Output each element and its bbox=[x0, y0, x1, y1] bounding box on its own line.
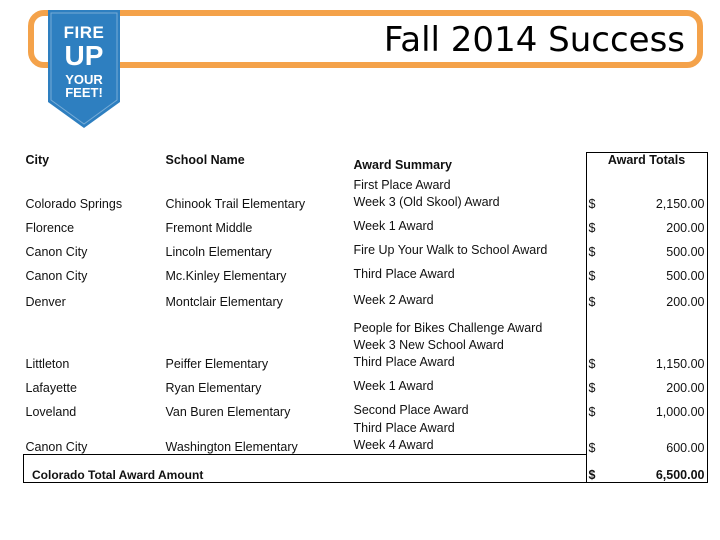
row-city: Canon City bbox=[25, 440, 88, 454]
row-city: Lafayette bbox=[25, 380, 77, 395]
row-city: Denver bbox=[25, 294, 66, 309]
row-city: Colorado Springs bbox=[25, 196, 123, 211]
logo-line-feet: FEET! bbox=[65, 85, 103, 100]
row-city: Littleton bbox=[25, 356, 70, 371]
table-row bbox=[24, 371, 708, 395]
row-currency: $ bbox=[586, 283, 603, 309]
row-amount: 1,150.00 bbox=[603, 309, 708, 371]
header-totals: Award Totals bbox=[586, 153, 707, 175]
row-summary bbox=[352, 211, 587, 235]
row-amount: 200.00 bbox=[603, 211, 708, 235]
row-summary bbox=[352, 395, 587, 419]
table-row bbox=[24, 419, 708, 455]
row-amount: 200.00 bbox=[603, 283, 708, 309]
row-currency: $ bbox=[586, 395, 603, 419]
row-school: Washington Elementary bbox=[165, 440, 298, 454]
row-amount: 600.00 bbox=[603, 419, 708, 455]
row-currency: $ bbox=[586, 175, 603, 211]
row-summary bbox=[352, 259, 587, 283]
summary-line: Second Place Award bbox=[353, 402, 469, 417]
page-title: Fall 2014 Success bbox=[383, 20, 685, 60]
row-amount: 500.00 bbox=[603, 235, 708, 259]
row-summary bbox=[352, 309, 587, 371]
table-row bbox=[24, 235, 708, 259]
row-school: Mc.Kinley Elementary bbox=[165, 268, 287, 283]
header-city: City bbox=[25, 152, 50, 167]
row-amount: 200.00 bbox=[603, 371, 708, 395]
table-row bbox=[24, 283, 708, 309]
row-amount: 500.00 bbox=[603, 259, 708, 283]
row-city: Canon City bbox=[25, 244, 88, 259]
summary-line: People for Bikes Challenge Award bbox=[353, 320, 543, 335]
row-currency: $ bbox=[586, 309, 603, 371]
logo-line-your: YOUR bbox=[65, 72, 103, 87]
row-school: Peiffer Elementary bbox=[165, 356, 269, 371]
row-summary bbox=[352, 283, 587, 309]
row-school: Chinook Trail Elementary bbox=[165, 196, 306, 211]
summary-line: Week 2 Award bbox=[353, 292, 434, 307]
row-school: Fremont Middle bbox=[165, 220, 253, 235]
row-currency: $ bbox=[586, 371, 603, 395]
summary-line: Week 4 Award bbox=[353, 438, 434, 453]
row-summary bbox=[352, 175, 587, 211]
table-header-row bbox=[24, 153, 708, 175]
summary-line: Third Place Award bbox=[353, 354, 455, 369]
table-row bbox=[24, 309, 708, 371]
total-amount: 6,500.00 bbox=[603, 455, 708, 483]
row-city: Florence bbox=[25, 220, 75, 235]
summary-line: Week 3 (Old Skool) Award bbox=[353, 194, 500, 209]
awards-table bbox=[23, 152, 708, 483]
logo-line-fire: FIRE bbox=[63, 23, 105, 42]
row-amount: 2,150.00 bbox=[603, 175, 708, 211]
row-currency: $ bbox=[586, 419, 603, 455]
summary-line: Third Place Award bbox=[353, 421, 455, 436]
header-school: School Name bbox=[165, 152, 245, 167]
summary-line: Week 3 New School Award bbox=[353, 337, 504, 352]
row-summary bbox=[352, 419, 587, 455]
title-frame bbox=[28, 10, 703, 71]
row-amount: 1,000.00 bbox=[603, 395, 708, 419]
table-row bbox=[24, 175, 708, 211]
row-currency: $ bbox=[586, 235, 603, 259]
logo-line-up: UP bbox=[64, 40, 104, 71]
row-school: Van Buren Elementary bbox=[165, 404, 291, 419]
fire-up-your-feet-logo bbox=[48, 10, 120, 128]
summary-line: First Place Award bbox=[353, 177, 451, 192]
row-city: Loveland bbox=[25, 404, 77, 419]
table-row bbox=[24, 395, 708, 419]
row-summary bbox=[352, 371, 587, 395]
row-school: Ryan Elementary bbox=[165, 380, 262, 395]
total-currency: $ bbox=[586, 455, 603, 483]
table-row bbox=[24, 211, 708, 235]
total-label: Colorado Total Award Amount bbox=[24, 455, 587, 483]
summary-line: Fire Up Your Walk to School Award bbox=[353, 242, 548, 257]
row-city: Canon City bbox=[25, 268, 88, 283]
row-school: Montclair Elementary bbox=[165, 294, 283, 309]
header-summary: Award Summary bbox=[353, 157, 452, 172]
summary-line: Week 1 Award bbox=[353, 218, 434, 233]
table-row bbox=[24, 259, 708, 283]
summary-line: Third Place Award bbox=[353, 266, 455, 281]
row-summary bbox=[352, 235, 587, 259]
row-school: Lincoln Elementary bbox=[165, 244, 272, 259]
total-row bbox=[24, 455, 708, 483]
row-currency: $ bbox=[586, 259, 603, 283]
row-currency: $ bbox=[586, 211, 603, 235]
summary-line: Week 1 Award bbox=[353, 378, 434, 393]
